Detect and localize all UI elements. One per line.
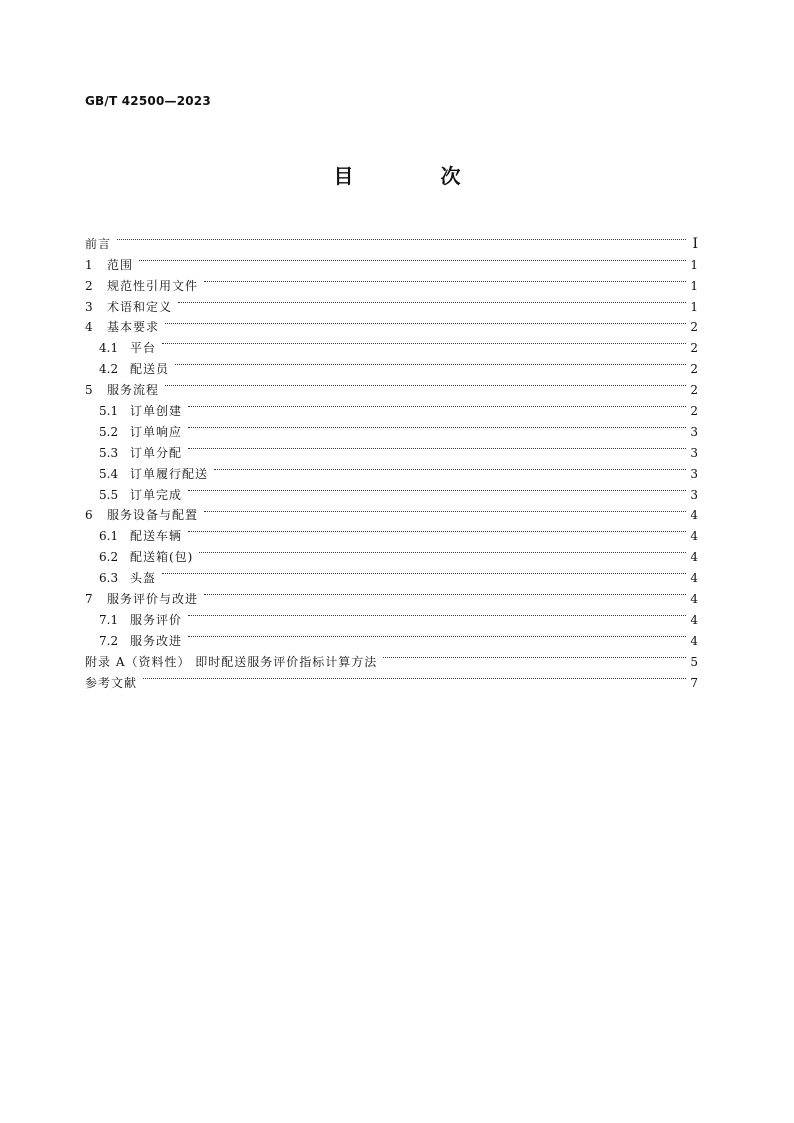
toc-entry-number: 4.1 (99, 341, 119, 356)
toc-entry-number: 6.2 (99, 550, 119, 565)
toc-entry-title: 服务评价 (130, 612, 183, 627)
toc-dot-leader (162, 561, 686, 582)
toc-entry-title: 订单创建 (130, 404, 183, 419)
toc-entry-title: 配送箱(包) (130, 550, 194, 565)
toc-entry-page-number: 4 (690, 508, 698, 523)
toc-entry-title: 参考文献 (85, 675, 138, 690)
toc-entry-title: 规范性引用文件 (107, 278, 199, 293)
toc-entry-title: 订单完成 (130, 487, 183, 502)
toc-dot-leader (188, 415, 686, 436)
toc-entry-page-number: 4 (690, 571, 698, 586)
toc-entry-number: 4 (85, 320, 93, 335)
toc-entry-page-number: 7 (690, 675, 698, 690)
toc-entry-page-number: 1 (690, 278, 698, 293)
toc-entry-page-number: 2 (690, 341, 698, 356)
toc-dot-leader (175, 352, 686, 373)
toc-entry-number: 6 (85, 508, 93, 523)
toc-entry-page-number: 4 (690, 592, 698, 607)
toc-entry-title: 订单履行配送 (130, 466, 209, 481)
toc-entry-number: 6.1 (99, 529, 119, 544)
toc-entry-title: 服务评价与改进 (107, 592, 199, 607)
toc-entry-page-number: 4 (690, 612, 698, 627)
toc-entry-number: 5.1 (99, 404, 119, 419)
toc-dot-leader (204, 499, 686, 520)
toc-entry-page-number: 3 (690, 487, 698, 502)
toc-dot-leader (117, 227, 686, 248)
toc-entry-title: 术语和定义 (107, 299, 173, 314)
toc-entry[interactable] (85, 269, 698, 293)
toc-entry[interactable] (85, 582, 698, 607)
toc-entry-page-number: 3 (690, 466, 698, 481)
toc-dot-leader (383, 645, 686, 666)
toc-dot-leader (165, 311, 686, 332)
standard-code: GB/T 42500—2023 (85, 94, 211, 108)
toc-entry-page-number: 5 (690, 654, 698, 669)
toc-entry-page-number: 3 (690, 445, 698, 460)
toc-entry-number: 5.2 (99, 424, 119, 439)
toc-entry-title: 服务设备与配置 (107, 508, 199, 523)
toc-dot-leader (188, 436, 686, 457)
toc-entry-number: 7.2 (99, 633, 119, 648)
toc-entry[interactable] (85, 352, 698, 377)
toc-entry-page-number: 4 (690, 633, 698, 648)
toc-entry-title: 范围 (107, 257, 134, 272)
toc-entry-title: 配送员 (130, 362, 170, 377)
toc-entry-number: 6.3 (99, 571, 119, 586)
toc-entry-page-number: 2 (690, 320, 698, 335)
toc-entry-number: 5 (85, 383, 93, 398)
toc-entry-page-number: 2 (690, 383, 698, 398)
toc-entry-title: 头盔 (130, 571, 157, 586)
toc-entry[interactable] (85, 561, 698, 586)
toc-entry-page-number: 4 (690, 550, 698, 565)
toc-entry-title: 订单响应 (130, 424, 183, 439)
toc-entry-number: 3 (85, 299, 93, 314)
toc-dot-leader (188, 478, 686, 499)
toc-dot-leader (165, 373, 686, 394)
toc-entry[interactable] (85, 394, 698, 419)
toc-entry-page-number: 2 (690, 404, 698, 419)
toc-entry-title: 平台 (130, 341, 157, 356)
toc-entry-page-number: 3 (690, 424, 698, 439)
toc-entry-number: 1 (85, 257, 93, 272)
toc-entry-page-number: 1 (690, 257, 698, 272)
toc-entry-number: 2 (85, 278, 93, 293)
toc-dot-leader (143, 666, 686, 687)
toc-entry-page-number: Ⅰ (692, 235, 698, 252)
toc-entry-title: 服务改进 (130, 633, 183, 648)
toc-entry-number: 5.5 (99, 487, 119, 502)
toc-entry-title: 基本要求 (107, 320, 160, 335)
toc-dot-leader (204, 269, 686, 290)
toc-entry[interactable] (85, 666, 698, 690)
toc-entry[interactable] (85, 227, 698, 252)
toc-dot-leader (178, 290, 686, 311)
toc-entry[interactable] (85, 373, 698, 398)
toc-dot-leader (214, 457, 686, 478)
toc-dot-leader (188, 624, 686, 645)
toc-title: 目 次 (333, 164, 501, 188)
toc-entry-page-number: 2 (690, 362, 698, 377)
toc-entry[interactable] (85, 331, 698, 356)
table-of-contents (85, 227, 698, 690)
toc-dot-leader (204, 582, 686, 603)
toc-dot-leader (139, 248, 686, 269)
toc-entry[interactable] (85, 248, 698, 272)
toc-entry-number: 5.4 (99, 466, 119, 481)
toc-entry-title: 附录 A（资料性） 即时配送服务评价指标计算方法 (85, 654, 378, 669)
toc-entry-title: 前言 (85, 236, 112, 251)
toc-entry-title: 订单分配 (130, 445, 183, 460)
toc-entry-title: 配送车辆 (130, 529, 183, 544)
toc-dot-leader (188, 519, 686, 540)
toc-entry-number: 7.1 (99, 612, 119, 627)
toc-dot-leader (162, 331, 686, 352)
toc-entry[interactable] (85, 311, 698, 335)
toc-entry-number: 7 (85, 592, 93, 607)
toc-entry-number: 4.2 (99, 362, 119, 377)
toc-entry-page-number: 1 (690, 299, 698, 314)
toc-entry-page-number: 4 (690, 529, 698, 544)
toc-dot-leader (188, 603, 686, 624)
toc-entry-number: 5.3 (99, 445, 119, 460)
toc-entry-title: 服务流程 (107, 383, 160, 398)
toc-dot-leader (199, 540, 686, 561)
toc-dot-leader (188, 394, 686, 415)
